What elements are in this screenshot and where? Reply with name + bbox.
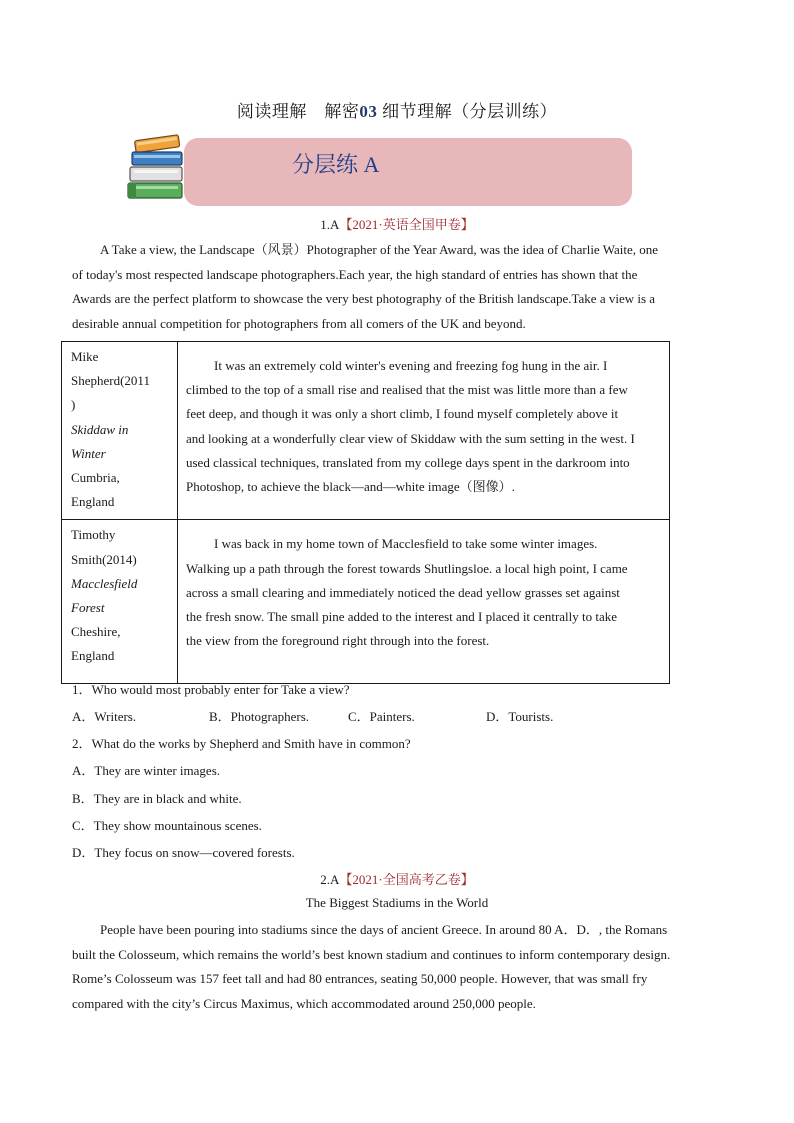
entries-table: [61, 341, 670, 684]
question-1-stem: 1．Who would most probably enter for Take a view?: [72, 682, 350, 697]
entry-description: It was an extremely cold winter's evening and freezing fog hung in the air. I climbed to the top of a small rise and realised that the mist was little more than a few feet deep, and though it was only a short climb, I found myself completely above it and looking at a wonderfully clear view of Skiddaw with the sum setting in the west. I used classical techniques, translated from my college days spent in the darkroom into Photoshop, to achieve the black—and—white image（图像）.: [178, 342, 670, 520]
q2-option-a[interactable]: A．They are winter images.: [72, 763, 221, 778]
page-title: 阅读理解 解密03 细节理解（分层训练）: [236, 102, 558, 121]
entry-meta: Mike Shepherd(2011 ) Skiddaw in Winter Cumbria, England: [62, 342, 178, 520]
q2-option-c[interactable]: C．They show mountainous scenes.: [72, 818, 262, 833]
banner-title: 分层练 A: [292, 152, 380, 177]
books-stack-icon: [126, 130, 188, 205]
q2-option-b[interactable]: B．They are in black and white.: [72, 791, 242, 806]
question-2-stem: 2．What do the works by Shepherd and Smith have in common?: [72, 736, 411, 751]
table-row: [62, 342, 670, 520]
section-banner: [184, 138, 632, 206]
q1-option-a[interactable]: A．Writers.: [72, 709, 137, 724]
q2-option-d[interactable]: D．They focus on snow—covered forests.: [72, 845, 295, 860]
entry-meta: Timothy Smith(2014) Macclesfield Forest Cheshire, England: [62, 520, 178, 684]
passage2-source: 2.A【2021·全国高考乙卷】: [320, 872, 474, 887]
q1-option-b[interactable]: B．Photographers.: [209, 709, 310, 724]
passage1-source: 1.A【2021·英语全国甲卷】: [320, 217, 474, 232]
entry-description: I was back in my home town of Macclesfield to take some winter images. Walking up a path through the forest towards Shutlingsloe. a local high point, I came across a small clearing and immediately noticed the dead yellow grasses set against the fresh snow. The small pine added to the interest and I placed it centrally to take the view from the foreground right through into the forest.: [178, 520, 670, 684]
passage2-title: The Biggest Stadiums in the World: [305, 895, 489, 910]
q1-option-d[interactable]: D．Tourists.: [486, 709, 554, 724]
q1-option-c[interactable]: C．Painters.: [348, 709, 415, 724]
passage2-body: People have been pouring into stadiums since the days of ancient Greece. In around 80 A．D．, the Romans built the Colosseum, which remains the world’s best known stadium and continues to inform contemporary design. Rome’s Colosseum was 157 feet tall and had 80 entrances, seating 50,000 people. However, that was small fry compared with the city’s Circus Maximus, which accommodated around 250,000 people.: [72, 922, 671, 1011]
passage1-intro: A Take a view, the Landscape（风景）Photographer of the Year Award, was the idea of Charlie Waite, one of today's most respected landscape photographers.Each year, the high standard of entries has shown that the Awards are the perfect platform to showcase the very best photography of the British landscape.Take a view is a desirable annual competition for photographers from all comers of the UK and beyond.: [72, 242, 658, 331]
table-row: [62, 520, 670, 684]
